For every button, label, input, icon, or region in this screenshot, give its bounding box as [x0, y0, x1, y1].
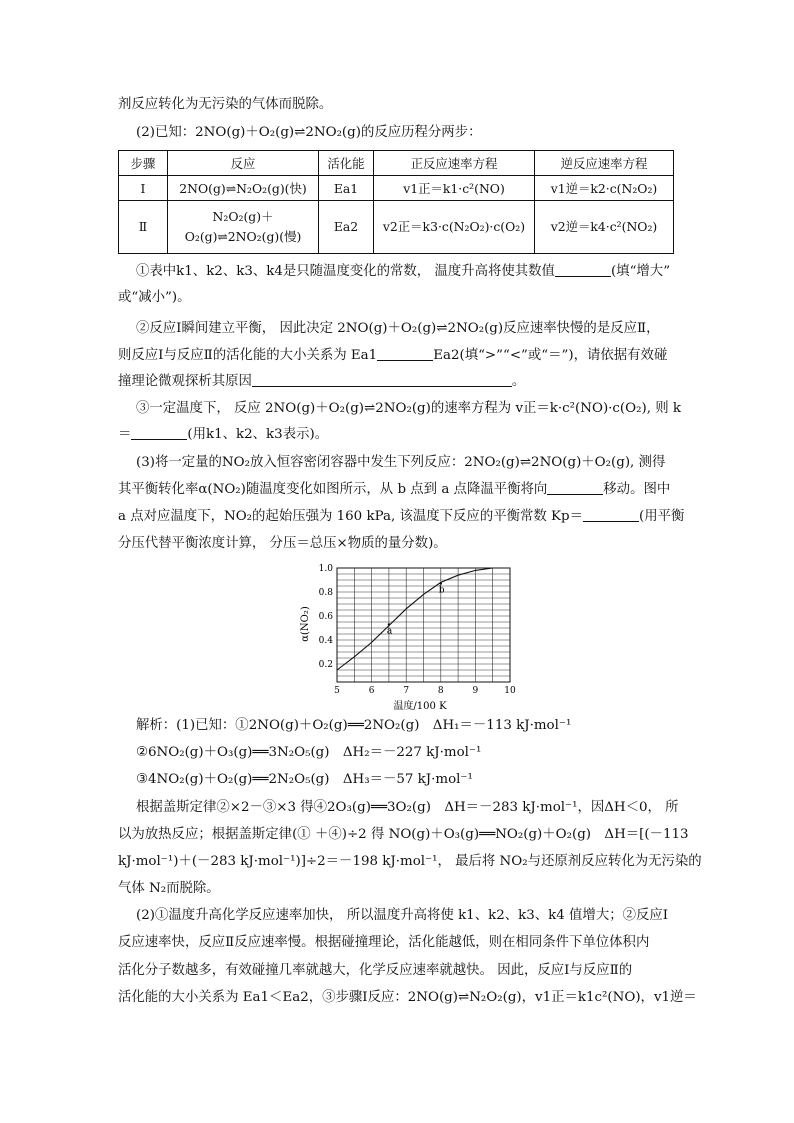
y-tick-label: 0.2: [318, 660, 333, 670]
y-axis-label: α(NO₂): [300, 606, 311, 642]
text-span: 其平衡转化率α(NO₂)随温度变化如图所示，从 b 点到 a 点降温平衡将向: [118, 482, 548, 497]
table-cell: v2正＝k3·c(N₂O₂)·c(O₂): [374, 201, 535, 254]
answer-blank[interactable]: [252, 373, 512, 387]
solution-line: ②6NO₂(g)＋O₃(g)══3N₂O₅(g) ΔH₂＝－227 kJ·mol⁻¹: [136, 745, 482, 760]
table-cell: Ea2: [319, 201, 374, 254]
solution-line: 活化能的大小关系为 Ea1＜Ea2，③步骤Ⅰ反应：2NO(g)⇌N₂O₂(g)，v1正＝k1c²(NO)，v1逆＝: [118, 990, 697, 1005]
x-tick-label: 8: [437, 686, 444, 696]
table-cell: N₂O₂(g)＋O₂(g)⇌2NO₂(g)(慢): [168, 201, 319, 254]
text-span: 。: [511, 374, 526, 389]
table-cell: 2NO(g)⇌N₂O₂(g)(快): [168, 176, 319, 201]
y-tick-label: 0.6: [318, 612, 333, 622]
point-label-a: a: [386, 626, 393, 637]
text-span: ＝: [118, 427, 132, 442]
x-tick-label: 6: [368, 686, 375, 696]
solution-line: 反应速率快，反应Ⅱ反应速率慢。根据碰撞理论，活化能越低，则在相同条件下单位体积内: [118, 935, 650, 950]
point-a: [388, 623, 390, 625]
solution-line: ③4NO₂(g)＋O₂(g)══2N₂O₅(g) ΔH₃＝－57 kJ·mol⁻¹: [136, 772, 473, 787]
solution-line: (2)①温度升高化学反应速率加快， 所以温度升高将使 k1、k2、k3、k4 值增大；②反应Ⅰ: [136, 908, 669, 923]
text-span: (用平衡: [639, 509, 685, 524]
table-cell: v2逆＝k4·c²(NO₂): [535, 201, 674, 254]
text-span: 移动。图中: [603, 482, 671, 497]
x-tick-label: 10: [504, 686, 516, 696]
question-line: 或“减小”)。: [118, 290, 191, 305]
question-line: 分压代替平衡浓度计算， 分压＝总压×物质的量分数)。: [118, 536, 447, 551]
question-line: (3)将一定量的NO₂放入恒容密闭容器中发生下列反应：2NO₂(g)⇌2NO(g)＋O₂(g), 测得: [136, 455, 666, 470]
question-line: ③一定温度下， 反应 2NO(g)＋O₂(g)⇌2NO₂(g)的速率方程为 v正＝k·c²(NO)·c(O₂), 则 k: [136, 401, 681, 416]
question-line: [118, 508, 683, 526]
point-label-b: b: [438, 585, 445, 596]
x-axis-label: 温度/100 K: [393, 701, 447, 712]
question-line: [118, 481, 683, 499]
text-span: ①表中k1、k2、k3、k4是只随温度变化的常数， 温度升高将使其数值: [136, 264, 555, 279]
table-header: 反应: [168, 151, 319, 176]
answer-blank[interactable]: [547, 481, 603, 495]
answer-blank[interactable]: [583, 508, 639, 522]
table-header: 活化能: [319, 151, 374, 176]
question-line: [118, 373, 683, 391]
text-span: a 点对应温度下，NO₂的起始压强为 160 kPa, 该温度下反应的平衡常数 Kp＝: [118, 509, 583, 524]
table-cell: Ⅰ: [119, 176, 168, 201]
conversion-chart: [300, 560, 530, 712]
question-line: [136, 263, 683, 281]
text-line: (2)已知：2NO(g)＋O₂(g)⇌2NO₂(g)的反应历程分两步：: [136, 125, 482, 140]
text-line: 剂反应转化为无污染的气体而脱除。: [118, 97, 333, 112]
solution-line: 解析：(1)已知：①2NO(g)＋O₂(g)══2NO₂(g) ΔH₁＝－113 kJ·mol⁻¹: [136, 718, 572, 733]
table-header: 正反应速率方程: [374, 151, 535, 176]
x-tick-label: 5: [334, 686, 340, 696]
question-line: ②反应Ⅰ瞬间建立平衡， 因此决定 2NO(g)＋O₂(g)⇌2NO₂(g)反应速率快慢的是反应Ⅱ，: [136, 321, 660, 336]
answer-blank[interactable]: [131, 426, 187, 440]
solution-line: 以为放热反应；根据盖斯定律(① ＋④)÷2 得 NO(g)＋O₃(g)══NO₂(g)＋O₂(g) ΔH＝[(－113: [118, 827, 689, 842]
text-span: (填“增大”: [610, 264, 671, 279]
table-cell: v1正＝k1·c²(NO): [374, 176, 535, 201]
table-header: 步骤: [119, 151, 168, 176]
y-tick-label: 0.8: [318, 588, 333, 598]
x-tick-label: 7: [403, 686, 410, 696]
text-span: 则反应Ⅰ与反应Ⅱ的活化能的大小关系为 Ea1: [118, 348, 378, 363]
question-line: [118, 426, 683, 444]
answer-blank[interactable]: [377, 347, 433, 361]
solution-line: kJ·mol⁻¹)＋(－283 kJ·mol⁻¹)]÷2＝－198 kJ·mol⁻¹， 最后将 NO₂与还原剂反应转化为无污染的: [118, 854, 702, 869]
answer-blank[interactable]: [555, 263, 611, 277]
text-span: 撞理论微观探析其原因: [118, 374, 252, 389]
question-line: [118, 347, 683, 365]
solution-line: 活化分子数越多，有效碰撞几率就越大，化学反应速率就越快。 因此，反应Ⅰ与反应Ⅱ的: [118, 963, 633, 978]
text-span: Ea2(填“>”“<”或“＝”)，请依据有效碰: [433, 348, 668, 363]
text-span: (用k1、k2、k3表示)。: [187, 427, 329, 442]
y-tick-label: 1.0: [318, 564, 333, 574]
y-tick-label: 0.4: [318, 636, 333, 646]
table-cell: v1逆＝k2·c(N₂O₂): [535, 176, 674, 201]
table-header: 逆反应速率方程: [535, 151, 674, 176]
table-row: [119, 201, 674, 254]
table-row: [119, 176, 674, 201]
table-cell: Ea1: [319, 176, 374, 201]
solution-line: 气体 N₂而脱除。: [118, 881, 220, 896]
x-tick-label: 9: [472, 686, 479, 696]
reaction-table: [118, 150, 674, 254]
table-cell: Ⅱ: [119, 201, 168, 254]
solution-line: 根据盖斯定律②×2－③×3 得④2O₃(g)══3O₂(g) ΔH＝－283 kJ·mol⁻¹，因ΔH＜0， 所: [136, 800, 679, 815]
chart-points: [387, 582, 445, 636]
chart-grid: [337, 568, 510, 682]
point-b: [440, 582, 442, 584]
